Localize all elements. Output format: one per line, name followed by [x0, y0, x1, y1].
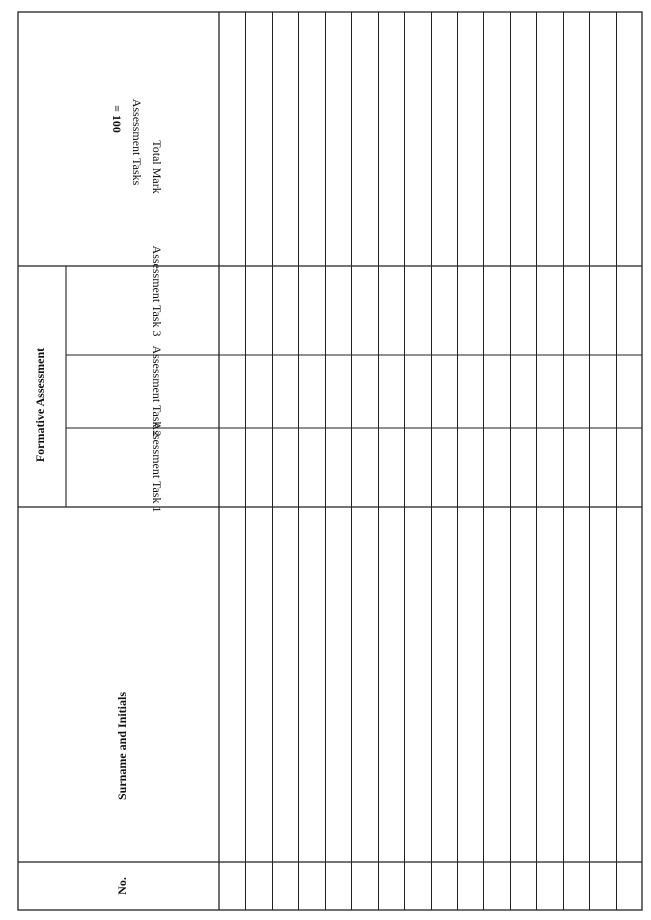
task1-header: Assessment Task 1 — [150, 421, 164, 513]
surname-header: Surname and Initials — [115, 691, 129, 801]
formative-assessment-header: Formative Assessment — [33, 347, 47, 463]
task3-header: Assessment Task 3 — [150, 245, 164, 337]
student-row-lines — [246, 12, 617, 910]
total-mark-line2: Assessment Tasks — [130, 98, 144, 186]
total-mark-line3: = 100 — [110, 105, 124, 133]
total-mark-line1: Total Mark — [150, 140, 164, 194]
no-header: No. — [115, 877, 129, 895]
task2-header: Assessment Task 2 — [150, 345, 164, 437]
